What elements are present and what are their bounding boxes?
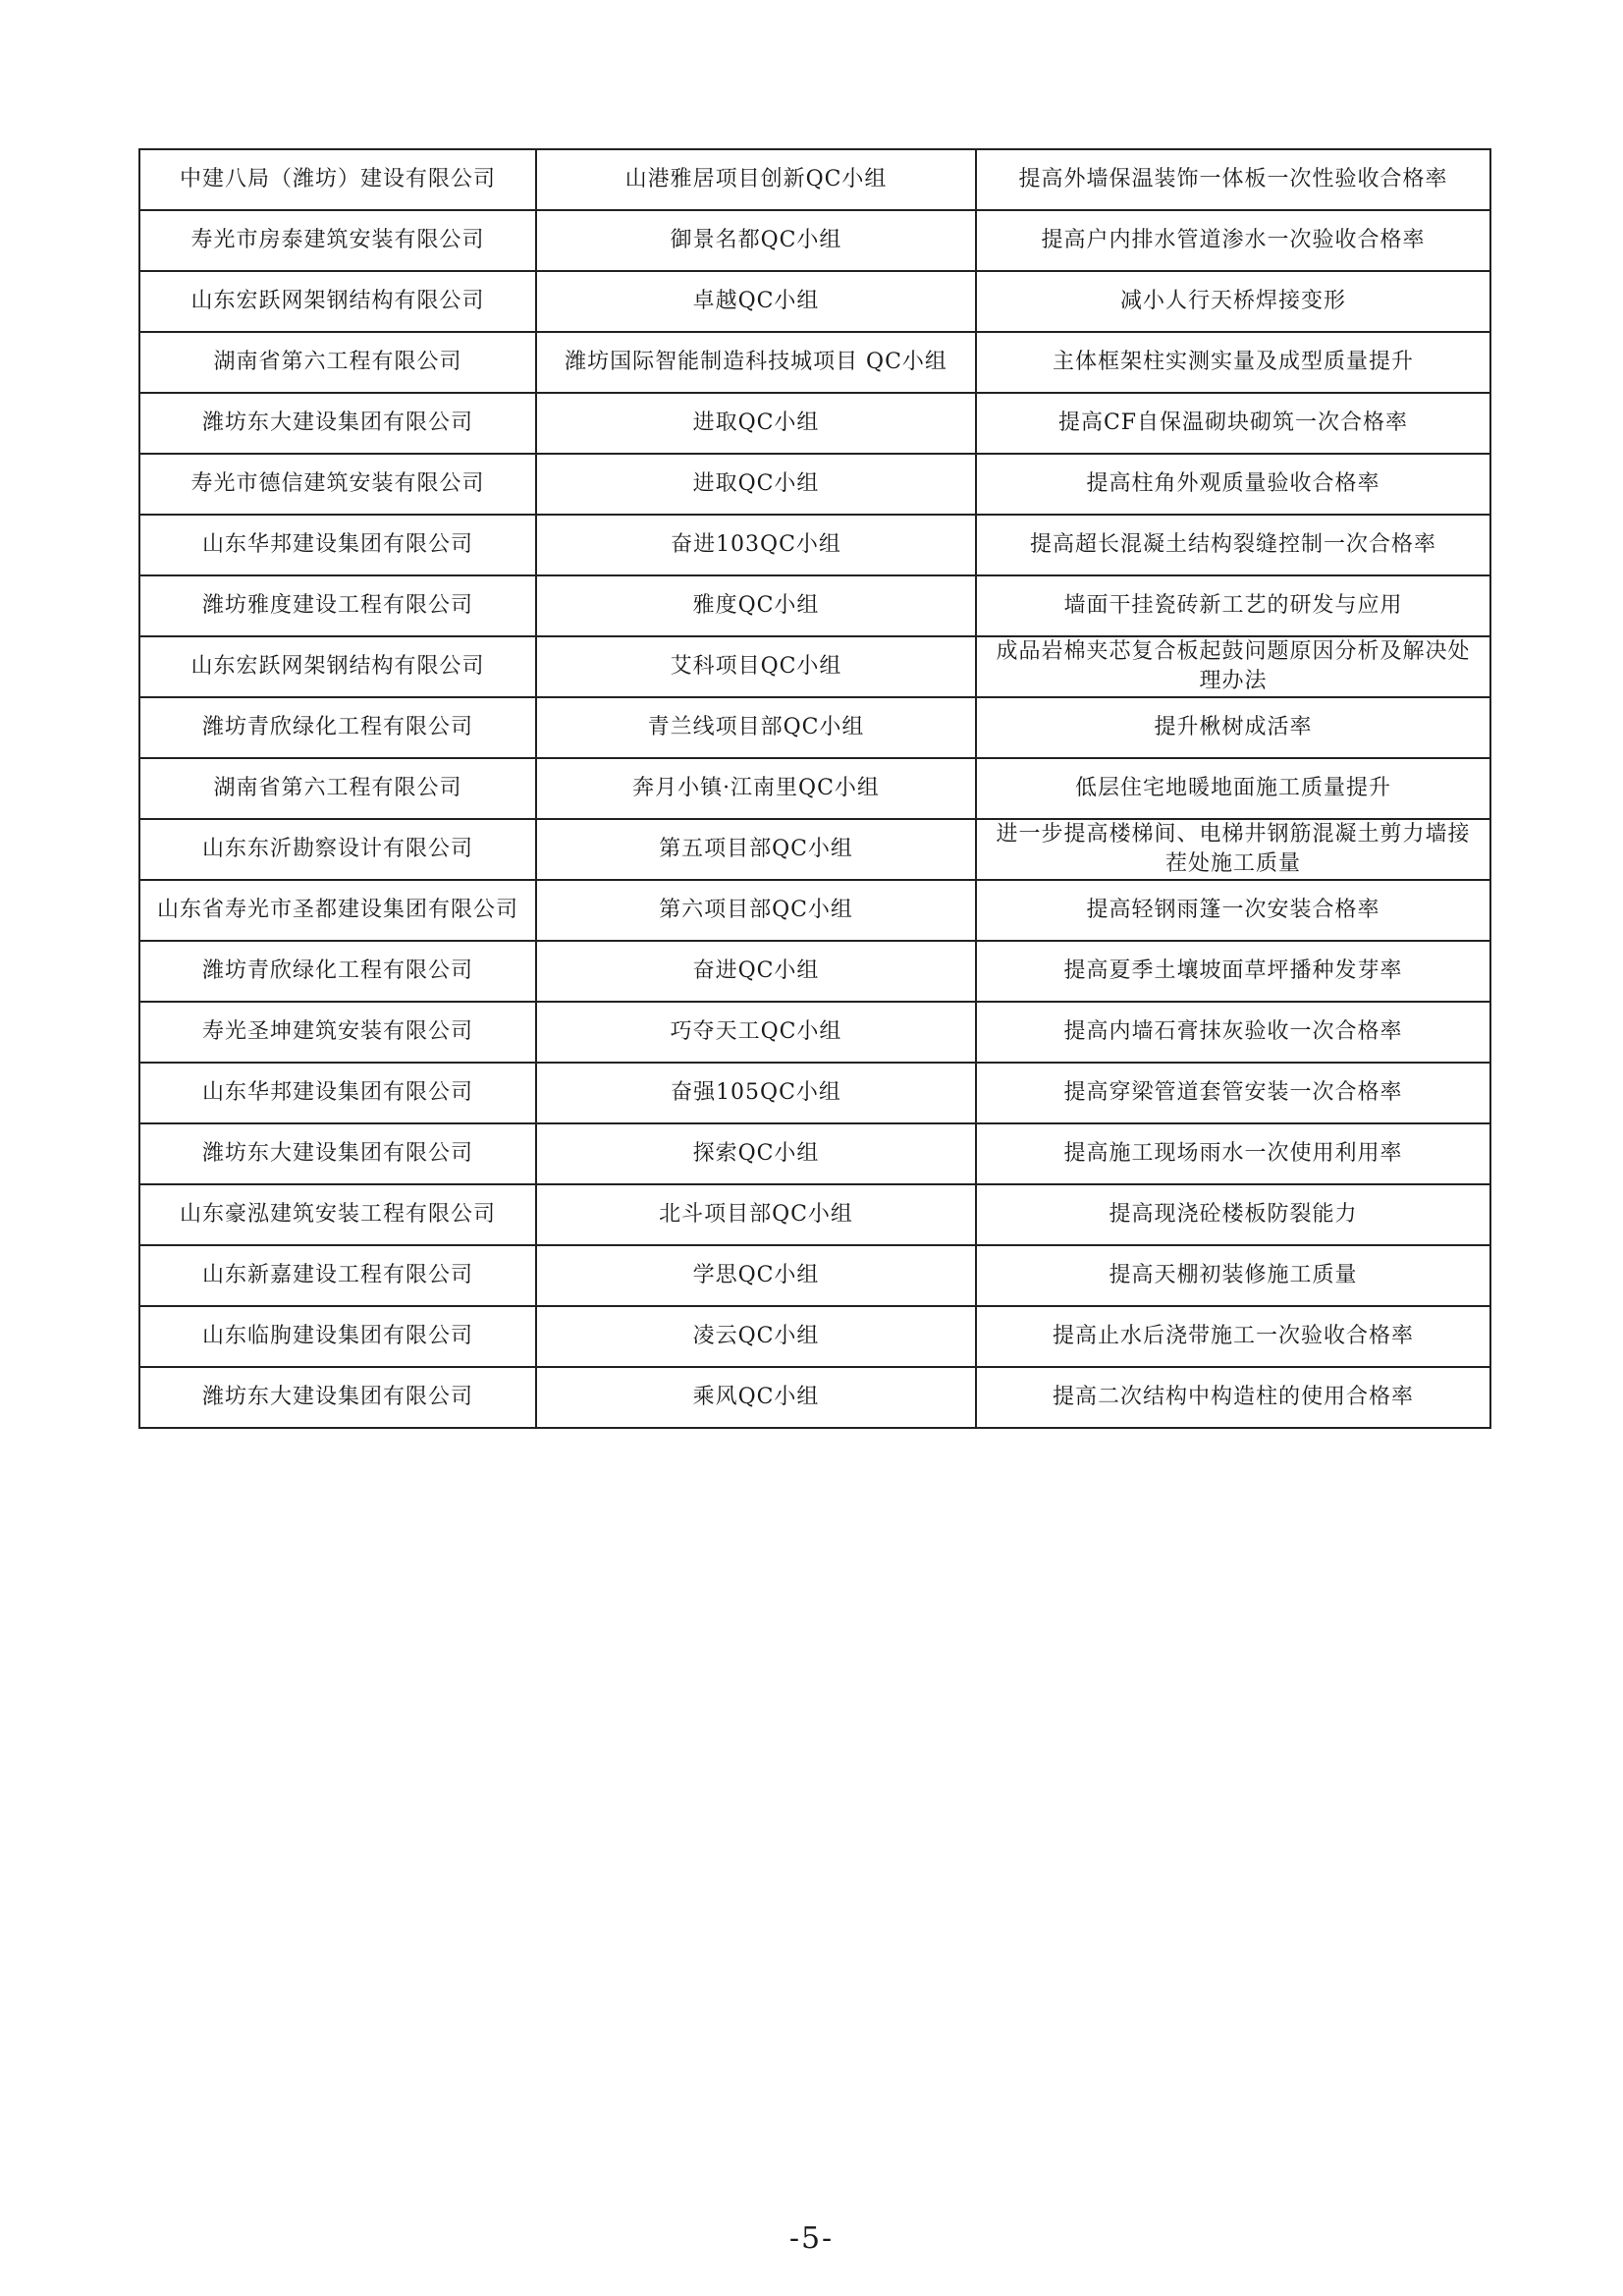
group-cell: 探索QC小组 [536, 1123, 976, 1184]
company-cell: 山东宏跃网架钢结构有限公司 [139, 271, 536, 332]
group-cell: 奔月小镇·江南里QC小组 [536, 758, 976, 819]
table-row [139, 1184, 1490, 1245]
table-row [139, 1245, 1490, 1306]
group-cell: 潍坊国际智能制造科技城项目 QC小组 [536, 332, 976, 393]
group-cell: 奋强105QC小组 [536, 1063, 976, 1123]
table-row [139, 575, 1490, 636]
table-row [139, 271, 1490, 332]
table-row [139, 515, 1490, 575]
group-cell: 第五项目部QC小组 [536, 819, 976, 880]
group-cell: 进取QC小组 [536, 393, 976, 454]
topic-cell: 减小人行天桥焊接变形 [976, 271, 1490, 332]
company-cell: 山东豪泓建筑安装工程有限公司 [139, 1184, 536, 1245]
table-row [139, 636, 1490, 697]
group-cell: 奋进103QC小组 [536, 515, 976, 575]
company-cell: 潍坊青欣绿化工程有限公司 [139, 941, 536, 1002]
topic-cell: 提高现浇砼楼板防裂能力 [976, 1184, 1490, 1245]
topic-cell: 提高柱角外观质量验收合格率 [976, 454, 1490, 515]
group-cell: 北斗项目部QC小组 [536, 1184, 976, 1245]
group-cell: 巧夺天工QC小组 [536, 1002, 976, 1063]
company-cell: 寿光圣坤建筑安装有限公司 [139, 1002, 536, 1063]
table-row [139, 454, 1490, 515]
qc-group-table [138, 148, 1491, 1429]
group-cell: 乘风QC小组 [536, 1367, 976, 1428]
table-row [139, 210, 1490, 271]
topic-cell: 提高轻钢雨篷一次安装合格率 [976, 880, 1490, 941]
topic-cell: 提高外墙保温装饰一体板一次性验收合格率 [976, 149, 1490, 210]
topic-cell: 提高止水后浇带施工一次验收合格率 [976, 1306, 1490, 1367]
group-cell: 卓越QC小组 [536, 271, 976, 332]
page-number: -5- [788, 2221, 835, 2256]
company-cell: 山东东沂勘察设计有限公司 [139, 819, 536, 880]
company-cell: 中建八局（潍坊）建设有限公司 [139, 149, 536, 210]
table-row [139, 758, 1490, 819]
topic-cell: 提高二次结构中构造柱的使用合格率 [976, 1367, 1490, 1428]
topic-cell: 主体框架柱实测实量及成型质量提升 [976, 332, 1490, 393]
table-row [139, 1367, 1490, 1428]
table-row [139, 819, 1490, 880]
topic-cell: 提高内墙石膏抹灰验收一次合格率 [976, 1002, 1490, 1063]
group-cell: 奋进QC小组 [536, 941, 976, 1002]
group-cell: 山港雅居项目创新QC小组 [536, 149, 976, 210]
company-cell: 潍坊青欣绿化工程有限公司 [139, 697, 536, 758]
company-cell: 山东宏跃网架钢结构有限公司 [139, 636, 536, 697]
table-row [139, 1063, 1490, 1123]
company-cell: 山东华邦建设集团有限公司 [139, 1063, 536, 1123]
topic-cell: 提高户内排水管道渗水一次验收合格率 [976, 210, 1490, 271]
topic-cell: 提高穿梁管道套管安装一次合格率 [976, 1063, 1490, 1123]
company-cell: 山东临朐建设集团有限公司 [139, 1306, 536, 1367]
table-row [139, 697, 1490, 758]
group-cell: 艾科项目QC小组 [536, 636, 976, 697]
group-cell: 御景名都QC小组 [536, 210, 976, 271]
table-row [139, 149, 1490, 210]
topic-cell: 提高夏季土壤坡面草坪播种发芽率 [976, 941, 1490, 1002]
topic-cell: 提高CF自保温砌块砌筑一次合格率 [976, 393, 1490, 454]
table-row [139, 332, 1490, 393]
group-cell: 雅度QC小组 [536, 575, 976, 636]
topic-cell: 提升楸树成活率 [976, 697, 1490, 758]
company-cell: 山东省寿光市圣都建设集团有限公司 [139, 880, 536, 941]
table-row [139, 1306, 1490, 1367]
group-cell: 青兰线项目部QC小组 [536, 697, 976, 758]
topic-cell: 墙面干挂瓷砖新工艺的研发与应用 [976, 575, 1490, 636]
company-cell: 湖南省第六工程有限公司 [139, 758, 536, 819]
company-cell: 潍坊东大建设集团有限公司 [139, 393, 536, 454]
company-cell: 山东新嘉建设工程有限公司 [139, 1245, 536, 1306]
topic-cell: 提高施工现场雨水一次使用利用率 [976, 1123, 1490, 1184]
table-row [139, 1123, 1490, 1184]
group-cell: 第六项目部QC小组 [536, 880, 976, 941]
table-row [139, 393, 1490, 454]
company-cell: 山东华邦建设集团有限公司 [139, 515, 536, 575]
company-cell: 寿光市房泰建筑安装有限公司 [139, 210, 536, 271]
group-cell: 学思QC小组 [536, 1245, 976, 1306]
company-cell: 湖南省第六工程有限公司 [139, 332, 536, 393]
topic-cell: 进一步提高楼梯间、电梯井钢筋混凝土剪力墙接茬处施工质量 [976, 819, 1490, 880]
company-cell: 潍坊东大建设集团有限公司 [139, 1123, 536, 1184]
company-cell: 潍坊东大建设集团有限公司 [139, 1367, 536, 1428]
topic-cell: 提高天棚初装修施工质量 [976, 1245, 1490, 1306]
topic-cell: 低层住宅地暖地面施工质量提升 [976, 758, 1490, 819]
table-row [139, 1002, 1490, 1063]
group-cell: 凌云QC小组 [536, 1306, 976, 1367]
company-cell: 潍坊雅度建设工程有限公司 [139, 575, 536, 636]
topic-cell: 成品岩棉夹芯复合板起鼓问题原因分析及解决处理办法 [976, 636, 1490, 697]
company-cell: 寿光市德信建筑安装有限公司 [139, 454, 536, 515]
table-row [139, 880, 1490, 941]
group-cell: 进取QC小组 [536, 454, 976, 515]
topic-cell: 提高超长混凝土结构裂缝控制一次合格率 [976, 515, 1490, 575]
table-row [139, 941, 1490, 1002]
table-body [139, 149, 1490, 1428]
